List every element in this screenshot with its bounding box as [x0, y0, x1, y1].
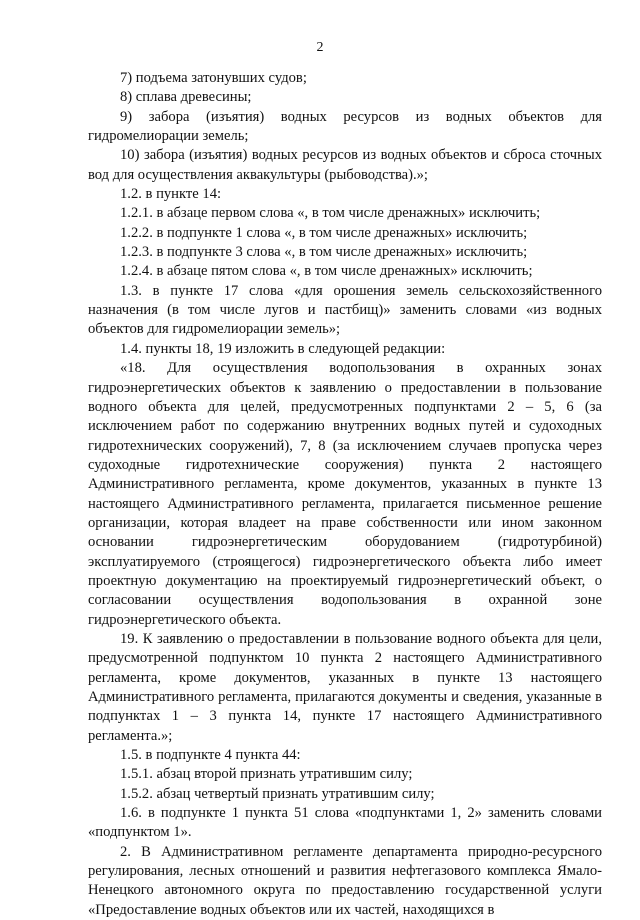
paragraph: 1.3. в пункте 17 слова «для орошения земель сельскохозяйственного назначения (в том числе лугов и пастбищ)» заменить словами «из водных объектов для гидромелиорации земель»;: [88, 282, 602, 338]
paragraph: 9) забора (изъятия) водных ресурсов из водных объектов для гидромелиорации земель;: [88, 108, 602, 145]
paragraph: 1.2. в пункте 14:: [120, 186, 222, 203]
paragraph: 10) забора (изъятия) водных ресурсов из водных объектов и сброса сточных вод для осуществления аквакультуры (рыбоводства).»;: [88, 147, 602, 183]
paragraph: 1.2.2. в подпункте 1 слова «, в том числе дренажных» исключить;: [120, 224, 528, 241]
page-number: 2: [316, 40, 324, 55]
paragraph: 1.5.1. абзац второй признать утратившим силу;: [120, 766, 413, 783]
paragraph: 1.2.3. в подпункте 3 слова «, в том числе дренажных» исключить;: [120, 244, 528, 261]
paragraph: 1.2.4. в абзаце пятом слова «, в том числе дренажных» исключить;: [120, 263, 533, 280]
paragraph: 1.4. пункты 18, 19 изложить в следующей редакции:: [120, 340, 446, 357]
paragraph: 19. К заявлению о предоставлении в пользование водного объекта для цели, предусмотренной подпунктом 10 пункта 2 настоящего Административного регламента, кроме документов, указанных в пункте 13 настоящего Административного регламента, прилагаются документы и сведения, указанные в подпунктах 1 – 3 пункта 14, пункте 17 настоящего Административного регламента.»;: [88, 630, 602, 744]
paragraph: «18. Для осуществления водопользования в охранных зонах гидроэнергетических объектов к заявлению о предоставлении в пользование водного объекта для целей, предусмотренных подпунктами 2 – 5, 6 (за исключением работ по содержанию внутренних водных путей и судоходных гидротехнических сооружений), 7, 8 (за исключением случаев пропуска через судоходные гидротехнические сооружения) пункта 2 настоящего Административного регламента, кроме документов, указанных в пункте 13 настоящего Административного регламента, прилагается письменное решение организации, которая владеет на праве собственности или ином законном основании гидроэнергетическим оборудованием (гидротурбиной) эксплуатируемого (строящегося) гидроэнергетического объекта либо имеет проектную документацию на проектируемый гидроэнергетический объект, о согласовании осуществления водопользования в охранной зоне гидроэнергетического объекта.: [88, 360, 602, 628]
paragraph: 7) подъема затонувших судов;: [120, 70, 307, 86]
paragraph: 2. В Административном регламенте департамента природно-ресурсного регулирования, лесных отношений и развития нефтегазового комплекса Ямало-Ненецкого автономного округа по предоставлению государственной услуги «Предоставление водных объектов или их частей, находящихся в: [88, 843, 602, 918]
paragraph: 1.5. в подпункте 4 пункта 44:: [120, 747, 301, 764]
paragraph: 8) сплава древесины;: [120, 89, 252, 106]
paragraph: 1.6. в подпункте 1 пункта 51 слова «подпунктами 1, 2» заменить словами «подпунктом 1».: [88, 805, 602, 841]
paragraph: 1.2.1. в абзаце первом слова «, в том числе дренажных» исключить;: [120, 205, 541, 222]
document-body: [88, 69, 602, 920]
paragraph: 1.5.2. абзац четвертый признать утратившим силу;: [120, 785, 435, 802]
